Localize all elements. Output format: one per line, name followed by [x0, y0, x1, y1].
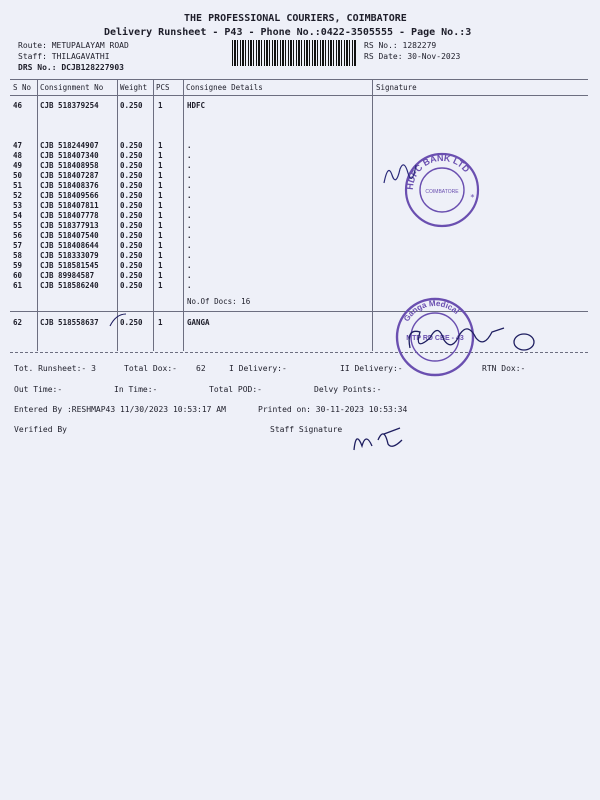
row-weight: 0.250 — [120, 201, 143, 210]
table-row — [0, 271, 600, 281]
route-label: Route: METUPALAYAM ROAD — [18, 41, 129, 50]
row-consignment: CJB 518244907 — [40, 141, 99, 150]
table-row — [0, 141, 600, 151]
row-consignee: . — [187, 191, 192, 200]
row-sno: 47 — [13, 141, 23, 150]
row-sno: 51 — [13, 181, 23, 190]
row-consignee: . — [187, 201, 192, 210]
row-pcs: 1 — [158, 191, 163, 200]
i-delivery: I Delivery:- — [229, 364, 287, 373]
row-sno: 57 — [13, 241, 23, 250]
row-sno: 55 — [13, 221, 23, 230]
ii-delivery: II Delivery:- — [340, 364, 403, 373]
row-consignment: CJB 518586240 — [40, 281, 99, 290]
row-pcs: 1 — [158, 141, 163, 150]
row-consignee: GANGA — [187, 318, 210, 327]
row-consignee: . — [187, 141, 192, 150]
row-consignee: . — [187, 231, 192, 240]
row-pcs: 1 — [158, 251, 163, 260]
row-consignment: CJB 518333079 — [40, 251, 99, 260]
staff-signature-label: Staff Signature — [270, 425, 343, 434]
row-sno: 53 — [13, 201, 23, 210]
row-pcs: 1 — [158, 201, 163, 210]
row-consignment: CJB 518408644 — [40, 241, 99, 250]
row-weight: 0.250 — [120, 318, 143, 327]
row-weight: 0.250 — [120, 141, 143, 150]
star-icon: * — [470, 193, 475, 202]
row-sno: 48 — [13, 151, 23, 160]
row-sno: 46 — [13, 101, 23, 110]
table-row — [0, 281, 600, 291]
table-row — [0, 251, 600, 261]
ganga-stamp-text: Ganga Medical — [401, 298, 461, 324]
row-consignment: CJB 518407340 — [40, 151, 99, 160]
row-weight: 0.250 — [120, 161, 143, 170]
row-pcs: 1 — [158, 271, 163, 280]
col-header-consignment: Consignment No — [40, 83, 104, 92]
row-consignee: . — [187, 161, 192, 170]
row-consignment: CJB 518409566 — [40, 191, 99, 200]
col-header-pcs: PCS — [156, 83, 170, 92]
row-sno: 52 — [13, 191, 23, 200]
row-weight: 0.250 — [120, 241, 143, 250]
row-sno: 56 — [13, 231, 23, 240]
row-weight: 0.250 — [120, 181, 143, 190]
runsheet-title: Delivery Runsheet - P43 - Phone No.:0422-3505555 - Page No.:3 — [104, 27, 472, 38]
drs-number: DRS No.: DCJB128227903 — [18, 63, 124, 72]
row-pcs: 1 — [158, 231, 163, 240]
out-time: Out Time:- — [14, 385, 63, 394]
barcode — [232, 40, 356, 66]
printed-on: Printed on: 30-11-2023 10:53:34 — [258, 405, 408, 414]
row-pcs: 1 — [158, 241, 163, 250]
table-row — [0, 161, 600, 171]
row-pcs: 1 — [158, 211, 163, 220]
rs-number: RS No.: 1282279 — [364, 41, 437, 50]
row-consignment: CJB 518581545 — [40, 261, 99, 270]
row-consignment: CJB 518407287 — [40, 171, 99, 180]
row-sno: 59 — [13, 261, 23, 270]
ganga-stamp-inner: MTP RD CBE - 43 — [406, 335, 464, 342]
row-weight: 0.250 — [120, 251, 143, 260]
table-row — [0, 261, 600, 271]
row-consignee: . — [187, 261, 192, 270]
col-header-sno: S No — [13, 83, 32, 92]
row-consignee: HDFC — [187, 101, 206, 110]
row-consignee: . — [187, 181, 192, 190]
row-weight: 0.250 — [120, 271, 143, 280]
table-row — [0, 191, 600, 201]
row-sno: 54 — [13, 211, 23, 220]
row-sno: 61 — [13, 281, 23, 290]
row-weight: 0.250 — [120, 261, 143, 270]
row-weight: 0.250 — [120, 191, 143, 200]
hdfc-stamp-inner: COIMBATORE — [425, 189, 459, 195]
row-weight: 0.250 — [120, 151, 143, 160]
row-pcs: 1 — [158, 101, 163, 110]
company-title: THE PROFESSIONAL COURIERS, COIMBATORE — [184, 13, 407, 24]
total-pod: Total POD:- — [209, 385, 262, 394]
row-sno: 49 — [13, 161, 23, 170]
row-pcs: 1 — [158, 161, 163, 170]
entered-by: Entered By :RESHMAP43 11/30/2023 10:53:17 AM — [14, 405, 226, 414]
row-pcs: 1 — [158, 281, 163, 290]
row-pcs: 1 — [158, 318, 163, 327]
staff-handwritten-signature — [348, 420, 410, 456]
row-consignment: CJB 518407778 — [40, 211, 99, 220]
verified-by: Verified By — [14, 425, 67, 434]
delvy-points: Delvy Points:- — [314, 385, 382, 394]
hdfc-stamp-text: HDFC BANK LTD — [404, 152, 472, 191]
row-pcs: 1 — [158, 151, 163, 160]
row-consignee: . — [187, 281, 192, 290]
no-of-docs: No.Of Docs: 16 — [187, 297, 251, 306]
row-consignee: . — [187, 211, 192, 220]
row-consignee: . — [187, 221, 192, 230]
rs-date: RS Date: 30-Nov-2023 — [364, 52, 461, 61]
row-weight: 0.250 — [120, 171, 143, 180]
row-weight: 0.250 — [120, 221, 143, 230]
tot-runsheet: Tot. Runsheet:- 3 — [14, 364, 96, 373]
staff-label: Staff: THILAGAVATHI — [18, 52, 110, 61]
row-consignment: CJB 89984587 — [40, 271, 95, 280]
row-pcs: 1 — [158, 171, 163, 180]
table-row — [0, 221, 600, 231]
row-weight: 0.250 — [120, 231, 143, 240]
row-sno: 60 — [13, 271, 23, 280]
col-header-consignee: Consignee Details — [186, 83, 263, 92]
row-consignee: . — [187, 241, 192, 250]
row-consignment: CJB 518407540 — [40, 231, 99, 240]
table-row — [0, 211, 600, 221]
row-sno: 58 — [13, 251, 23, 260]
row-consignee: . — [187, 251, 192, 260]
in-time: In Time:- — [114, 385, 158, 394]
table-row — [0, 151, 600, 161]
total-dox-label: Total Dox:- — [124, 364, 177, 373]
col-header-signature: Signature — [376, 83, 417, 92]
total-dox-value: 62 — [196, 364, 206, 373]
table-row — [0, 181, 600, 191]
row-consignment: CJB 518408376 — [40, 181, 99, 190]
table-row — [0, 171, 600, 181]
row-weight: 0.250 — [120, 211, 143, 220]
row-pcs: 1 — [158, 261, 163, 270]
row-consignment: CJB 518407811 — [40, 201, 99, 210]
row-weight: 0.250 — [120, 281, 143, 290]
row-consignment: CJB 518408958 — [40, 161, 99, 170]
table-row — [0, 201, 600, 211]
row-consignee: . — [187, 171, 192, 180]
row-sno: 50 — [13, 171, 23, 180]
row-pcs: 1 — [158, 181, 163, 190]
row-weight: 0.250 — [120, 101, 143, 110]
handwritten-signature — [404, 308, 544, 360]
col-header-weight: Weight — [120, 83, 148, 92]
table-row — [0, 241, 600, 251]
tick-mark-icon — [108, 312, 128, 332]
row-pcs: 1 — [158, 221, 163, 230]
table-row — [0, 231, 600, 241]
row-sno: 62 — [13, 318, 23, 327]
table-header-rule — [10, 95, 588, 96]
rtn-dox: RTN Dox:- — [482, 364, 526, 373]
handwritten-signature — [380, 155, 420, 190]
table-top-rule — [10, 79, 588, 80]
row-consignment: CJB 518379254 — [40, 101, 99, 110]
row-consignment: CJB 518377913 — [40, 221, 99, 230]
row-consignee: . — [187, 271, 192, 280]
table-row — [0, 101, 600, 111]
row-consignee: . — [187, 151, 192, 160]
row-consignment: CJB 518558637 — [40, 318, 99, 327]
